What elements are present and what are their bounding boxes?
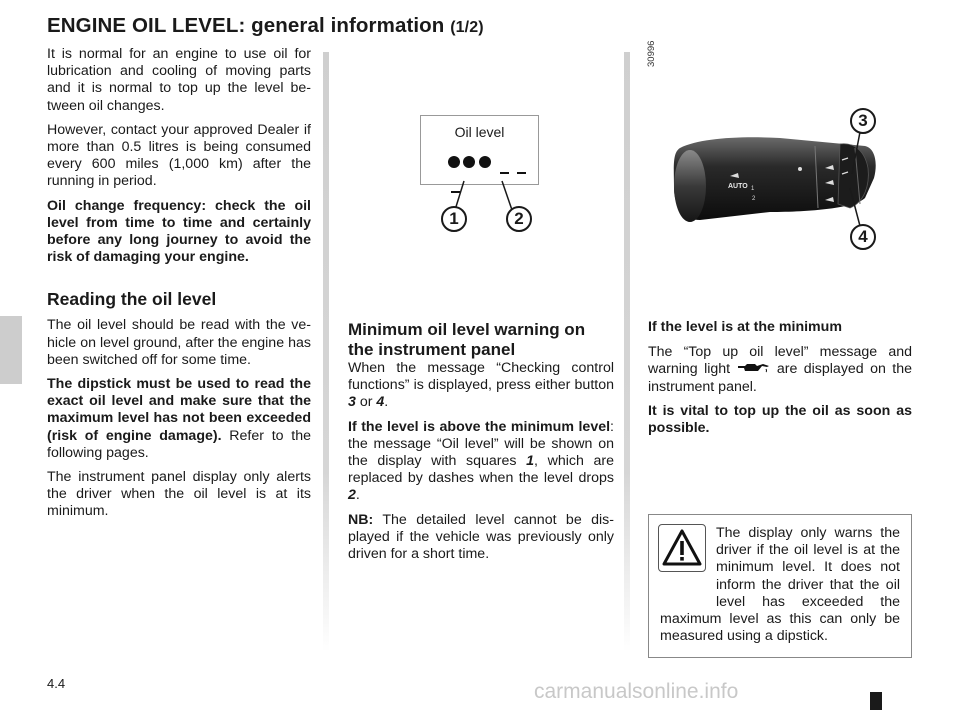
heading-level-at-minimum: If the level is at the minimum [648, 319, 842, 335]
paragraph-oil-use: It is normal for an engine to use oil for lubrication and cooling of moving parts and it is normal to top up the level be-tween oil changes. [47, 46, 311, 114]
paragraph-nb [348, 512, 614, 564]
nb-text: The detailed level cannot be dis-played if the vehicle was previously only driven for a short time. [348, 511, 614, 563]
svg-text:1: 1 [751, 186, 755, 192]
warning-text [660, 525, 900, 645]
warning-box [648, 514, 912, 658]
watermark: carmanualsonline.info [534, 680, 739, 703]
paragraph-vital-top-up: It is vital to top up the oil as soon as possible. [648, 402, 912, 437]
warning-text-content: The display only warns the driver if the oil level is at the minimum level. It does not inform the driver that the oil level has exceeded the maximum level as this can only be measured using a dipstick. [660, 525, 900, 645]
paragraph-above-minimum [348, 419, 614, 505]
callout-2: 2 [506, 206, 532, 232]
callout-4: 4 [850, 224, 876, 250]
text-run: The “Top up oil level” message and warning light [648, 344, 912, 378]
level-square-1 [448, 156, 460, 168]
heading-reading-oil-level: Reading the oil level [47, 289, 217, 310]
column-level-minimum [648, 319, 912, 444]
stalk-callout-leaders [840, 128, 880, 228]
paragraph-dealer: However, contact your approved Dealer if more than 0.5 litres is being consumed every 600 miles (1,000 km) after the running in period. [47, 121, 311, 190]
button-ref-4: 4 [376, 394, 385, 411]
oil-level-display-figure [420, 115, 539, 185]
text-run: When the message “Checking control functions” is displayed, press either button [348, 360, 614, 394]
level-dash-2 [517, 172, 526, 174]
callout-1: 1 [441, 206, 467, 232]
figure-code: 30996 [646, 40, 657, 67]
column-minimum-warning [348, 320, 614, 570]
paragraph-dipstick [47, 376, 311, 462]
paragraph-oil-change-frequency: Oil change frequency: check the oil level from time to time and certainly before any long journey to avoid the risk of damaging your engine. [47, 197, 311, 266]
level-dash-1 [500, 172, 509, 174]
nb-label: NB: [348, 511, 374, 528]
text-run: : the message “Oil level” will be shown on the display with squares [348, 418, 614, 470]
dipstick-bold-text: The dipstick must be used to read the exact oil level and make sure that the maximum level has not been exceeded (risk of engine damage). [47, 376, 311, 444]
button-ref-3: 3 [348, 394, 356, 411]
title-part: (1/2) [450, 19, 484, 36]
ref-2: 2 [348, 487, 356, 504]
callout-3: 3 [850, 108, 876, 134]
page-title: ENGINE OIL LEVEL: general information (1/2) [47, 14, 484, 37]
section-side-tab [0, 316, 22, 384]
text-run: . [384, 394, 389, 411]
paragraph-level-ground: The oil level should be read with the ve-hicle on level ground, after the engine has been switched off for some time. [47, 317, 311, 368]
level-square-3 [479, 156, 491, 168]
heading-minimum-oil-warning: Minimum oil level warning on the instrument panel [348, 320, 586, 359]
paragraph-press-button [348, 360, 614, 412]
dipstick-reference: Refer to the following pages. [47, 427, 311, 461]
svg-text:2: 2 [752, 196, 756, 202]
paragraph-top-up-message [648, 344, 912, 396]
column-general-info [47, 46, 311, 528]
text-run: . [355, 487, 360, 504]
page-number: 4.4 [47, 676, 66, 691]
column-divider-right [624, 52, 630, 652]
oil-can-icon [736, 361, 770, 374]
corner-marker [870, 692, 882, 710]
level-square-2 [463, 156, 475, 168]
text-run: are displayed on the instrument panel. [648, 361, 912, 395]
text-run: , which are replaced by dashes when the level drops [348, 453, 614, 487]
ref-1: 1 [526, 453, 535, 470]
text-run: or [355, 394, 377, 411]
column-divider-left [323, 52, 329, 652]
paragraph-display-alert: The instrument panel display only alerts the driver when the oil level is at its minimum. [47, 469, 311, 520]
auto-label: AUTO [728, 183, 748, 190]
oil-level-display-label: Oil level [454, 124, 505, 140]
above-minimum-bold: If the level is above the minimum level [348, 418, 611, 435]
